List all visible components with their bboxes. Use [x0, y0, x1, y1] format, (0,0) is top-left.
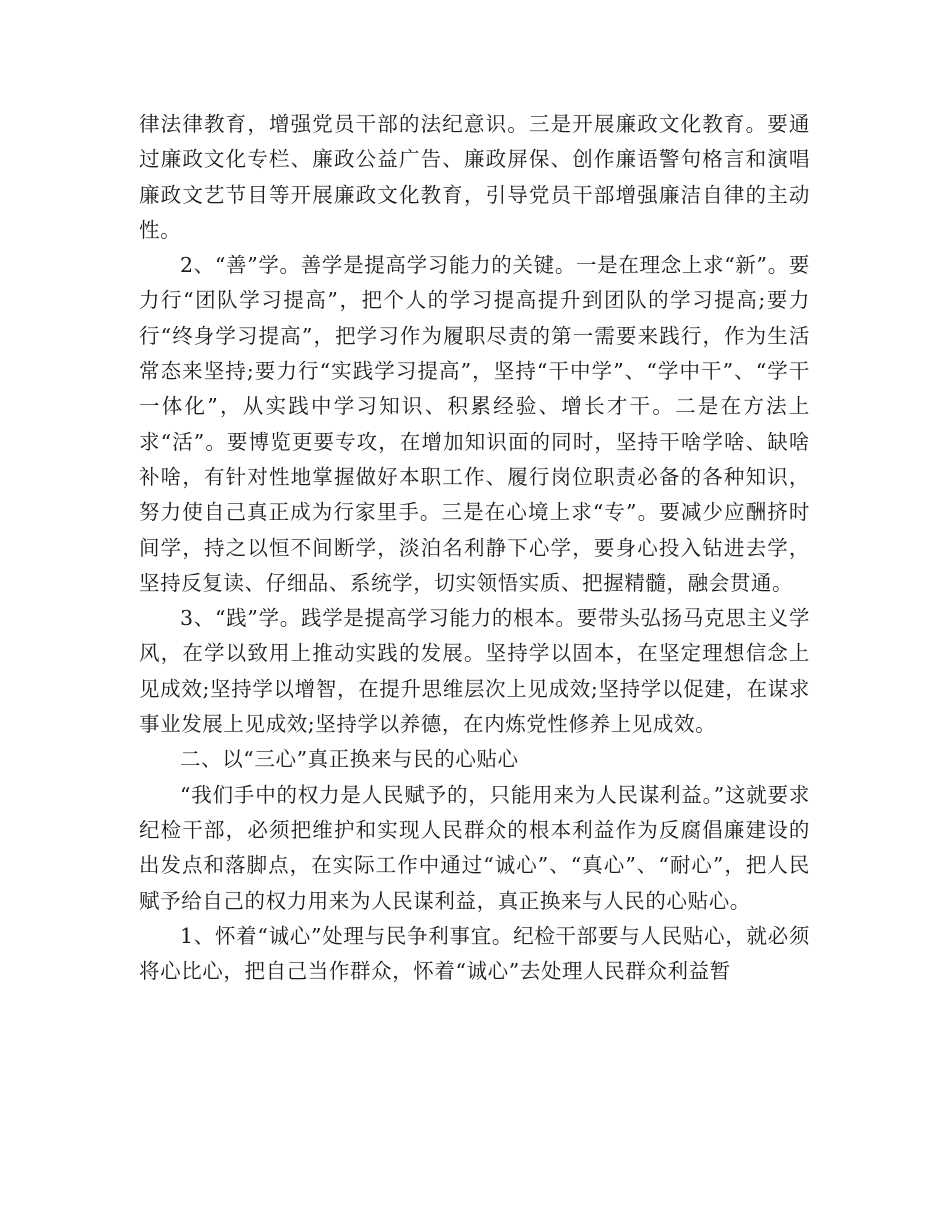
- paragraph-continuation: 律法律教育，增强党员干部的法纪意识。三是开展廉政文化教育。要通过廉政文化专栏、廉政公益广告、廉政屏保、创作廉语警句格言和演唱廉政文艺节目等开展廉政文化教育，引导党员干部增强廉洁自律的主动性。: [139, 112, 810, 242]
- section-heading-san-xin: 二、以“三心”真正换来与民的心贴心: [180, 747, 519, 772]
- paragraph-quote-power: “我们手中的权力是人民赋予的，只能用来为人民谋利益。”这就要求纪检干部，必须把维护和实现人民群众的根本利益作为反腐倡廉建设的出发点和落脚点，在实际工作中通过“诚心”、“真心”、“耐心”，把人民赋予给自己的权力用来为人民谋利益，真正换来与人民的心贴心。: [139, 782, 810, 913]
- paragraph-jian-xue: 3、“践”学。践学是提高学习能力的根本。要带头弘扬马克思主义学风，在学以致用上推动实践的发展。坚持学以固本，在坚定理想信念上见成效;坚持学以增智，在提升思维层次上见成效;坚持学以促建，在谋求事业发展上见成效;坚持学以养德，在内炼党性修养上见成效。: [139, 606, 810, 737]
- paragraph-shan-xue: 2、“善”学。善学是提高学习能力的关键。一是在理念上求“新”。要力行“团队学习提高”，把个人的学习提高提升到团队的学习提高;要力行“终身学习提高”，把学习作为履职尽责的第一需要来践行，作为生活常态来坚持;要力行“实践学习提高”，坚持“干中学”、“学中干”、“学干一体化”，从实践中学习知识、积累经验、增长才干。二是在方法上求“活”。要博览更要专攻，在增加知识面的同时，坚持干啥学啥、缺啥补啥，有针对性地掌握做好本职工作、履行岗位职责必备的各种知识，努力使自己真正成为行家里手。三是在心境上求“专”。要减少应酬挤时间学，持之以恒不间断学，淡泊名利静下心学，要身心投入钻进去学，坚持反复读、仔细品、系统学，切实领悟实质、把握精髓，融会贯通。: [139, 253, 810, 595]
- paragraph-cheng-xin: 1、怀着“诚心”处理与民争利事宜。纪检干部要与人民贴心，就必须将心比心，把自己当作群众，怀着“诚心”去处理人民群众利益暂: [139, 923, 810, 984]
